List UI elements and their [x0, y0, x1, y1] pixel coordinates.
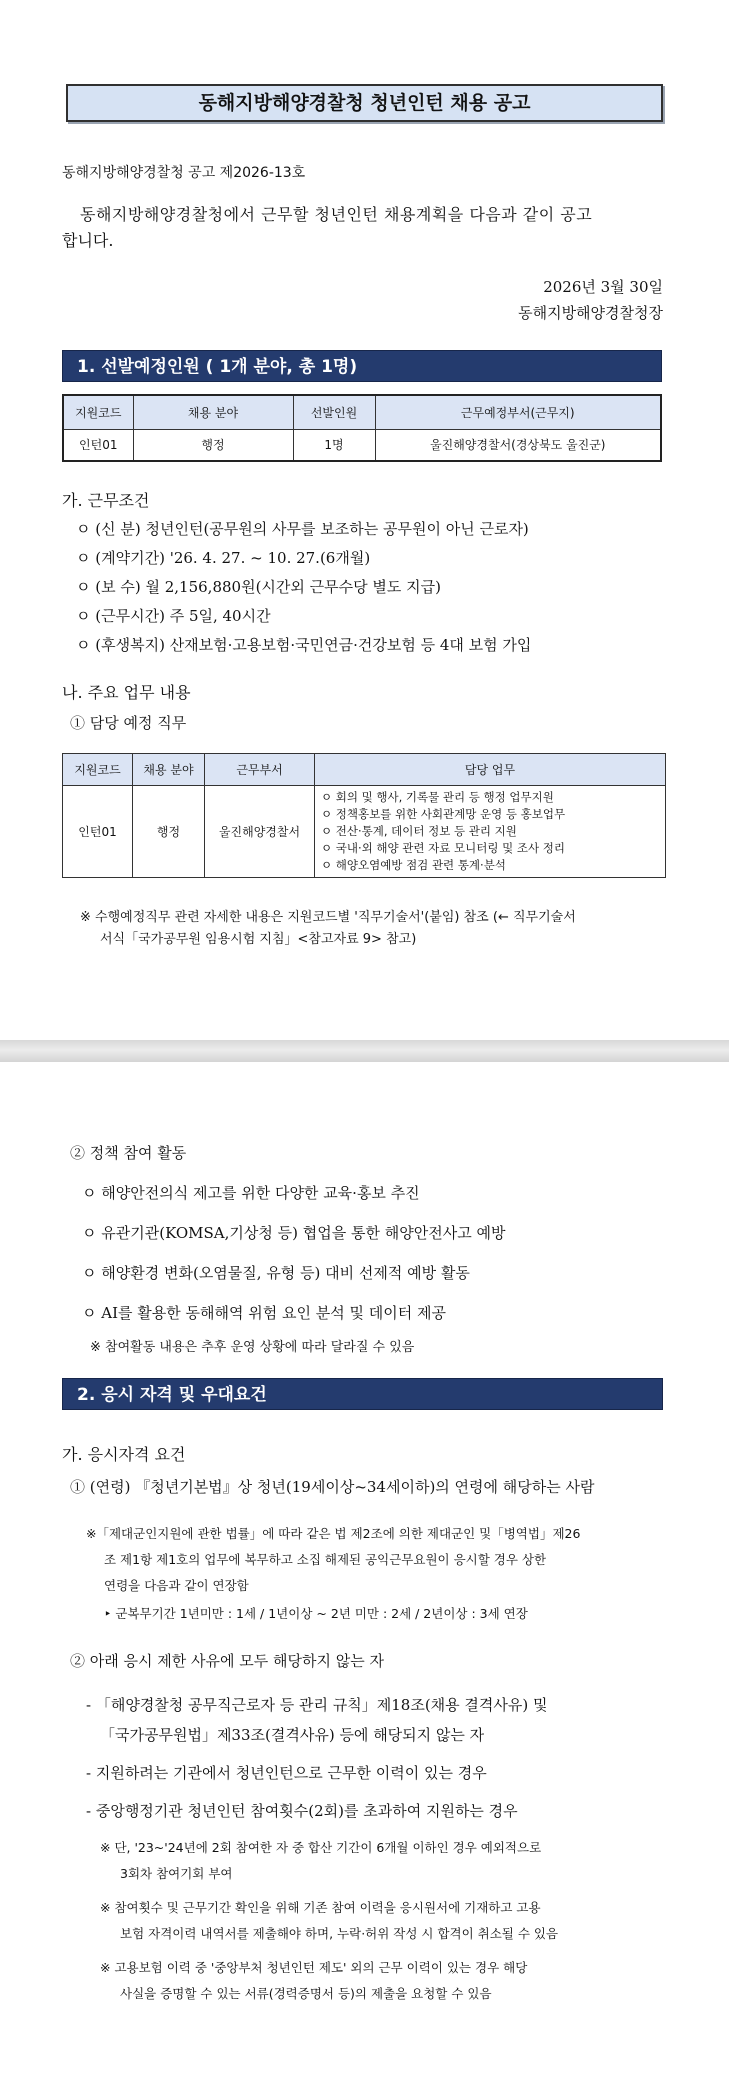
eligibility-title: 가. 응시자격 요건: [62, 1445, 186, 1464]
duties-subtitle: ① 담당 예정 직무: [70, 714, 187, 732]
age-note-line: 조 제1항 제1호의 업무에 복무하고 소집 해제된 공익근무요원이 응시할 경우 상한: [104, 1552, 547, 1567]
task-item: ㅇ 해양오염예방 점검 관련 통계·분석: [321, 857, 659, 874]
condition-item: ㅇ (계약기간) '26. 4. 27. ~ 10. 27.(6개월): [76, 549, 371, 567]
task-item: ㅇ 국내·외 해양 관련 자료 모니터링 및 조사 정리: [321, 840, 659, 857]
age-note-line: 연령을 다음과 같이 연장함: [104, 1578, 249, 1593]
table-header: 지원코드: [63, 395, 133, 429]
restriction-item: - 「해양경찰청 공무직근로자 등 관리 규칙」제18조(채용 결격사유) 및: [86, 1696, 548, 1714]
section-2-heading: 2. 응시 자격 및 우대요건: [62, 1378, 663, 1410]
restriction-title: ② 아래 응시 제한 사유에 모두 해당하지 않는 자: [70, 1652, 384, 1670]
document-page-2: [0, 1062, 729, 2100]
condition-item: ㅇ (신 분) 청년인턴(공무원의 사무를 보조하는 공무원이 아닌 근로자): [76, 520, 529, 538]
table-header: 근무예정부서(근무지): [375, 395, 661, 429]
policy-title: ② 정책 참여 활동: [70, 1144, 187, 1162]
table-header: 채용 분야: [133, 395, 293, 429]
restriction-item: - 중앙행정기관 청년인턴 참여횟수(2회)를 초과하여 지원하는 경우: [86, 1802, 518, 1820]
military-extension: ‣ 군복무기간 1년미만 : 1세 / 1년이상 ~ 2년 미만 : 2세 / 2년이상 : 3세 연장: [104, 1606, 528, 1621]
table-cell: 1명: [293, 429, 375, 461]
restriction-note: ※ 고용보험 이력 중 '중앙부처 청년인턴 제도' 외의 근무 이력이 있는 경우 해당: [100, 1960, 528, 1975]
restriction-note-cont: 사실을 증명할 수 있는 서류(경력증명서 등)의 제출을 요청할 수 있음: [120, 1986, 492, 2001]
restriction-note-cont: 보험 자격이력 내역서를 제출해야 하며, 누락·허위 작성 시 합격이 취소될 수 있음: [120, 1926, 559, 1941]
notice-number: 동해지방해양경찰청 공고 제2026-13호: [62, 165, 306, 181]
notice-title: 동해지방해양경찰청 청년인턴 채용 공고: [66, 84, 663, 122]
intro-line-2: 합니다.: [62, 231, 114, 250]
condition-item: ㅇ (후생복지) 산재보험·고용보험·국민연금·건강보험 등 4대 보험 가입: [76, 636, 532, 654]
table-header: 선발인원: [293, 395, 375, 429]
duties-title: 나. 주요 업무 내용: [62, 683, 191, 702]
table-row: [63, 429, 661, 461]
task-item: ㅇ 전산·통계, 데이터 정보 등 관리 지원: [321, 823, 659, 840]
policy-item: ㅇ 해양환경 변화(오염물질, 유형 등) 대비 선제적 예방 활동: [82, 1264, 470, 1282]
task-item: ㅇ 회의 및 행사, 기록물 관리 등 행정 업무지원: [321, 789, 659, 806]
table-header-row: [63, 395, 661, 429]
recruit-count-table: [62, 394, 662, 462]
policy-item: ㅇ AI를 활용한 동해해역 위험 요인 분석 및 데이터 제공: [82, 1304, 446, 1322]
section-1-heading: 1. 선발예정인원 ( 1개 분야, 총 1명): [62, 350, 662, 382]
notice-date: 2026년 3월 30일: [543, 278, 663, 296]
policy-note: ※ 참여활동 내용은 추후 운영 상황에 따라 달라질 수 있음: [90, 1340, 415, 1355]
table-cell: 인턴01: [63, 429, 133, 461]
restriction-item: - 지원하려는 기관에서 청년인턴으로 근무한 이력이 있는 경우: [86, 1764, 487, 1782]
restriction-note-cont: 3회차 참여기회 부여: [120, 1866, 233, 1881]
age-requirement: ① (연령) 『청년기본법』상 청년(19세이상~34세이하)의 연령에 해당하는 사람: [70, 1478, 595, 1496]
age-note-line: ※「제대군인지원에 관한 법률」에 따라 같은 법 제2조에 의한 제대군인 및「병역법」제26: [86, 1526, 581, 1541]
task-list: [315, 786, 666, 878]
table-cell: 울진해양경찰서: [205, 786, 315, 878]
conditions-title: 가. 근무조건: [62, 491, 150, 510]
table-header: 담당 업무: [315, 754, 666, 786]
duties-note-line-1: ※ 수행예정직무 관련 자세한 내용은 지원코드별 '직무기술서'(붙임) 참조 (← 직무기술서: [80, 910, 576, 925]
duties-table: [62, 753, 666, 878]
table-row: [63, 786, 666, 878]
policy-item: ㅇ 해양안전의식 제고를 위한 다양한 교육·홍보 추진: [82, 1184, 420, 1202]
table-cell: 행정: [133, 786, 205, 878]
table-cell: 행정: [133, 429, 293, 461]
restriction-note: ※ 참여횟수 및 근무기간 확인을 위해 기존 참여 이력을 응시원서에 기재하고 고용: [100, 1900, 541, 1915]
restriction-note: ※ 단, '23~'24년에 2회 참여한 자 중 합산 기간이 6개월 이하인 경우 예외적으로: [100, 1840, 542, 1855]
restriction-item-cont: 「국가공무원법」제33조(결격사유) 등에 해당되지 않는 자: [100, 1726, 485, 1744]
table-header: 근무부서: [205, 754, 315, 786]
table-cell: 인턴01: [63, 786, 133, 878]
policy-item: ㅇ 유관기관(KOMSA,기상청 등) 협업을 통한 해양안전사고 예방: [82, 1224, 506, 1242]
table-header: 지원코드: [63, 754, 133, 786]
document-page-1: [0, 0, 729, 1040]
issuer-name: 동해지방해양경찰청장: [518, 304, 663, 322]
page-separator: [0, 1040, 729, 1062]
duties-note-line-2: 서식「국가공무원 임용시험 지침」<참고자료 9> 참고): [100, 932, 417, 947]
table-cell: 울진해양경찰서(경상북도 울진군): [375, 429, 661, 461]
table-header-row: [63, 754, 666, 786]
task-item: ㅇ 정책홍보를 위한 사회관계망 운영 등 홍보업무: [321, 806, 659, 823]
condition-item: ㅇ (보 수) 월 2,156,880원(시간외 근무수당 별도 지급): [76, 578, 441, 596]
table-header: 채용 분야: [133, 754, 205, 786]
intro-line-1: 동해지방해양경찰청에서 근무할 청년인턴 채용계획을 다음과 같이 공고: [80, 205, 593, 224]
condition-item: ㅇ (근무시간) 주 5일, 40시간: [76, 607, 271, 625]
